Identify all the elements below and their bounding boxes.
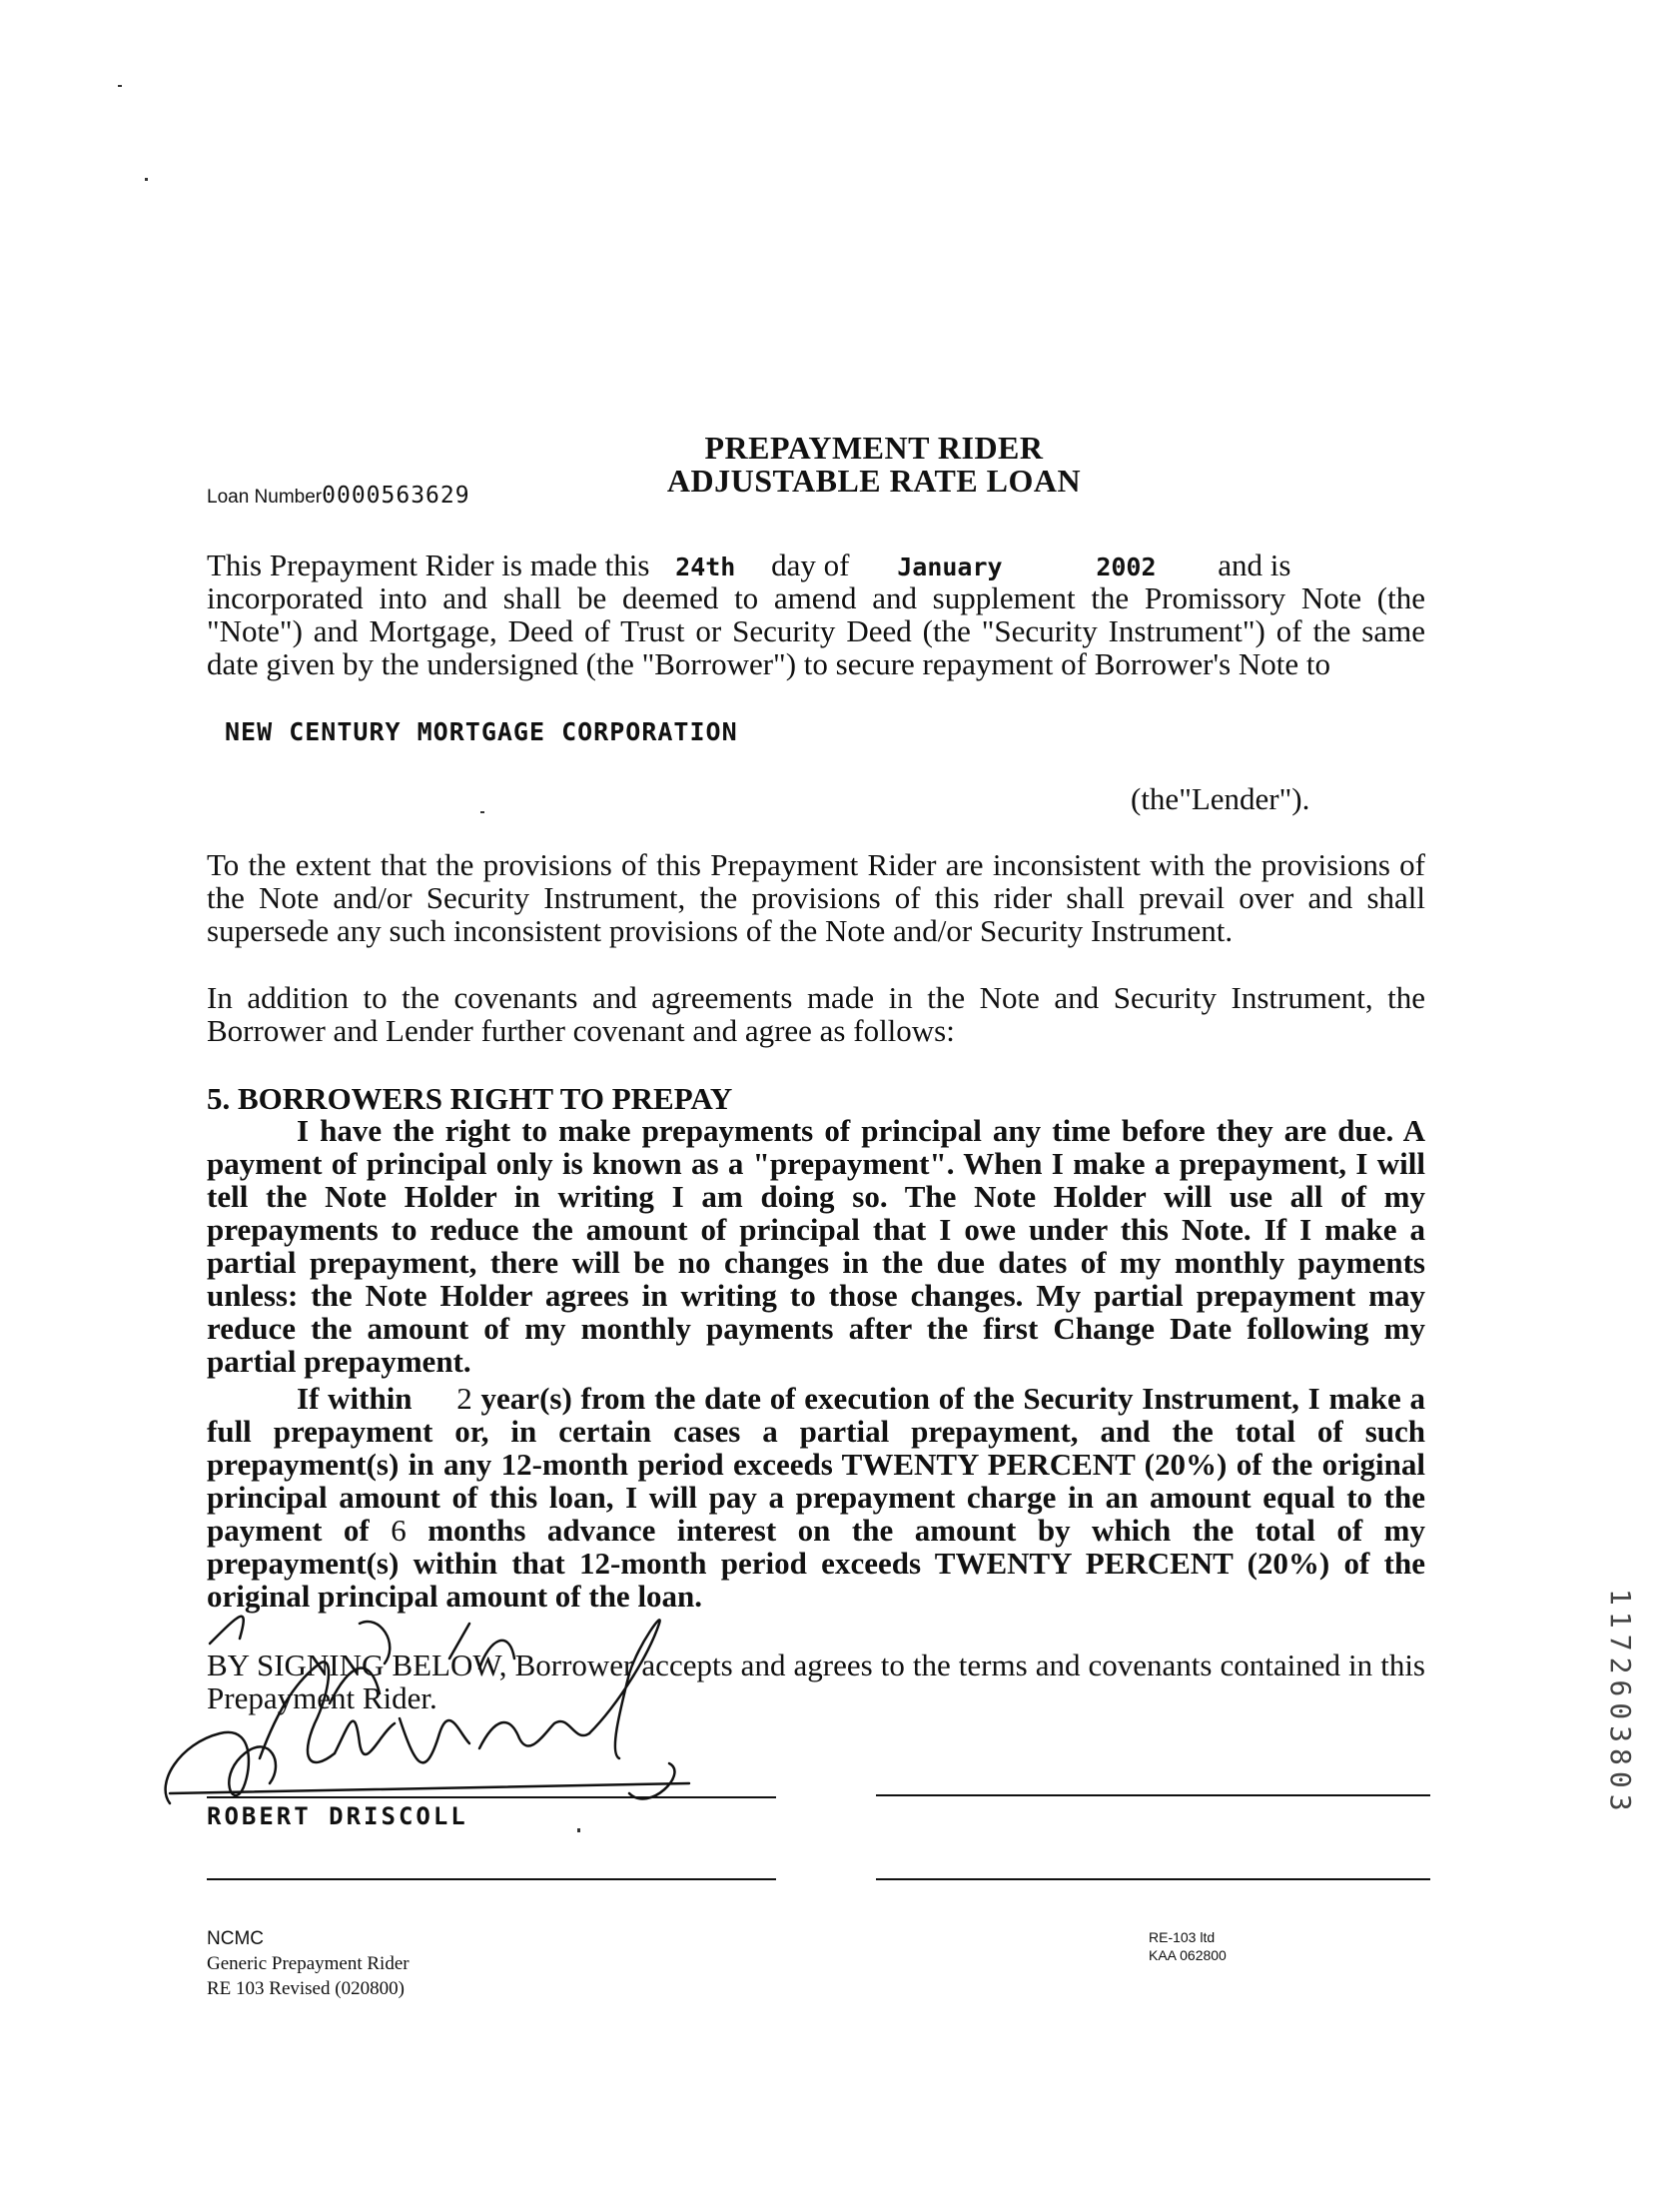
footer-form-code: RE-103 ltd [1149, 1929, 1216, 1945]
section-p2-years: 2 [456, 1381, 472, 1416]
footer-revision: RE 103 Revised (020800) [207, 1978, 405, 1999]
side-stamp: 1172603803 [1604, 1589, 1637, 1817]
footer-left [207, 1926, 410, 2001]
section-p2-tail: months advance interest on the amount by which the total of my prepayment(s) within that 12-month period exceeds TWENTY PERCENT (20%) of the original principal amount of the loan. [207, 1513, 1425, 1614]
intro-text-1: This Prepayment Rider is made this [207, 548, 650, 582]
document-subtitle: ADJUSTABLE RATE LOAN [666, 463, 1082, 499]
scan-speck [118, 85, 122, 87]
footer-company: NCMC [207, 1928, 264, 1949]
scan-speck [480, 811, 484, 813]
signature-line-3 [207, 1878, 776, 1880]
intro-text-2: day of [771, 548, 850, 582]
loan-number-label: Loan Number [207, 487, 323, 508]
signature-line-4 [876, 1878, 1430, 1880]
signature-line-1 [207, 1796, 776, 1798]
lender-name: NEW CENTURY MORTGAGE CORPORATION [225, 717, 738, 746]
section-p2-body: year(s) from the date of execution of the Security Instrument, I make a full prepayment or, in certain cases a partial prepayment, and the total of such prepayment(s) in any 12-month period exceeds TWENTY PERCENT (20%) of the original principal amount of this loan, I will pay a prepayment charge in an amount equal to the payment of [207, 1381, 1426, 1548]
intro-month: January [897, 553, 1003, 581]
borrower-name: ROBERT DRISCOLL [207, 1802, 468, 1830]
paragraph-extent: To the extent that the provisions of this Prepayment Rider are inconsistent with the provisions of the Note and/or Security Instrument, the provisions of this rider shall prevail over and shall supersede any such inconsistent provisions of the Note and/or Security Instrument. [207, 847, 1425, 948]
paragraph-addition: In addition to the covenants and agreements made in the Note and Security Instrument, the Borrower and Lender further covenant and agree as follows: [207, 980, 1425, 1048]
section-heading: 5. BORROWERS RIGHT TO PREPAY [207, 1081, 733, 1116]
section-p2-lead: If within [297, 1381, 413, 1416]
signing-statement: BY SIGNING BELOW, Borrower accepts and agrees to the terms and covenants contained in this Prepayment Rider. [207, 1648, 1425, 1715]
section-paragraph-1: I have the right to make prepayments of principal any time before they are due. A payment of principal only is known as a "prepayment". When I make a prepayment, I will tell the Note Holder in writing I am doing so. The Note Holder will use all of my prepayments to reduce the amount of principal that I owe under this Note. If I make a partial prepayment, there will be no changes in the due dates of my monthly payments unless: the Note Holder agrees in writing to those changes. My partial prepayment may reduce the amount of my monthly payments after the first Change Date following my partial prepayment. [207, 1113, 1425, 1379]
loan-number-value: 0000563629 [322, 483, 470, 509]
intro-day: 24th [675, 553, 736, 581]
section-p2-months: 6 [391, 1513, 407, 1548]
intro-first-line [207, 549, 1425, 583]
scan-speck [577, 1828, 580, 1832]
footer-form-name: Generic Prepayment Rider [207, 1953, 410, 1974]
scan-speck [145, 178, 148, 181]
loan-number-row [207, 483, 470, 509]
lender-label: (the"Lender"). [1131, 781, 1310, 816]
footer-right [1149, 1928, 1227, 1964]
intro-year: 2002 [1096, 553, 1157, 581]
footer-form-date: KAA 062800 [1149, 1947, 1227, 1963]
section-paragraph-2 [207, 1382, 1425, 1613]
signature-line-2 [876, 1794, 1430, 1796]
intro-paragraph-rest: incorporated into and shall be deemed to amend and supplement the Promissory Note (the "Note") and Mortgage, Deed of Trust or Security Deed (the "Security Instrument") of the same date given by the undersigned (the "Borrower") to secure repayment of Borrower's Note to [207, 580, 1425, 681]
intro-text-3: and is [1218, 548, 1291, 582]
document-title: PREPAYMENT RIDER [704, 430, 1044, 466]
